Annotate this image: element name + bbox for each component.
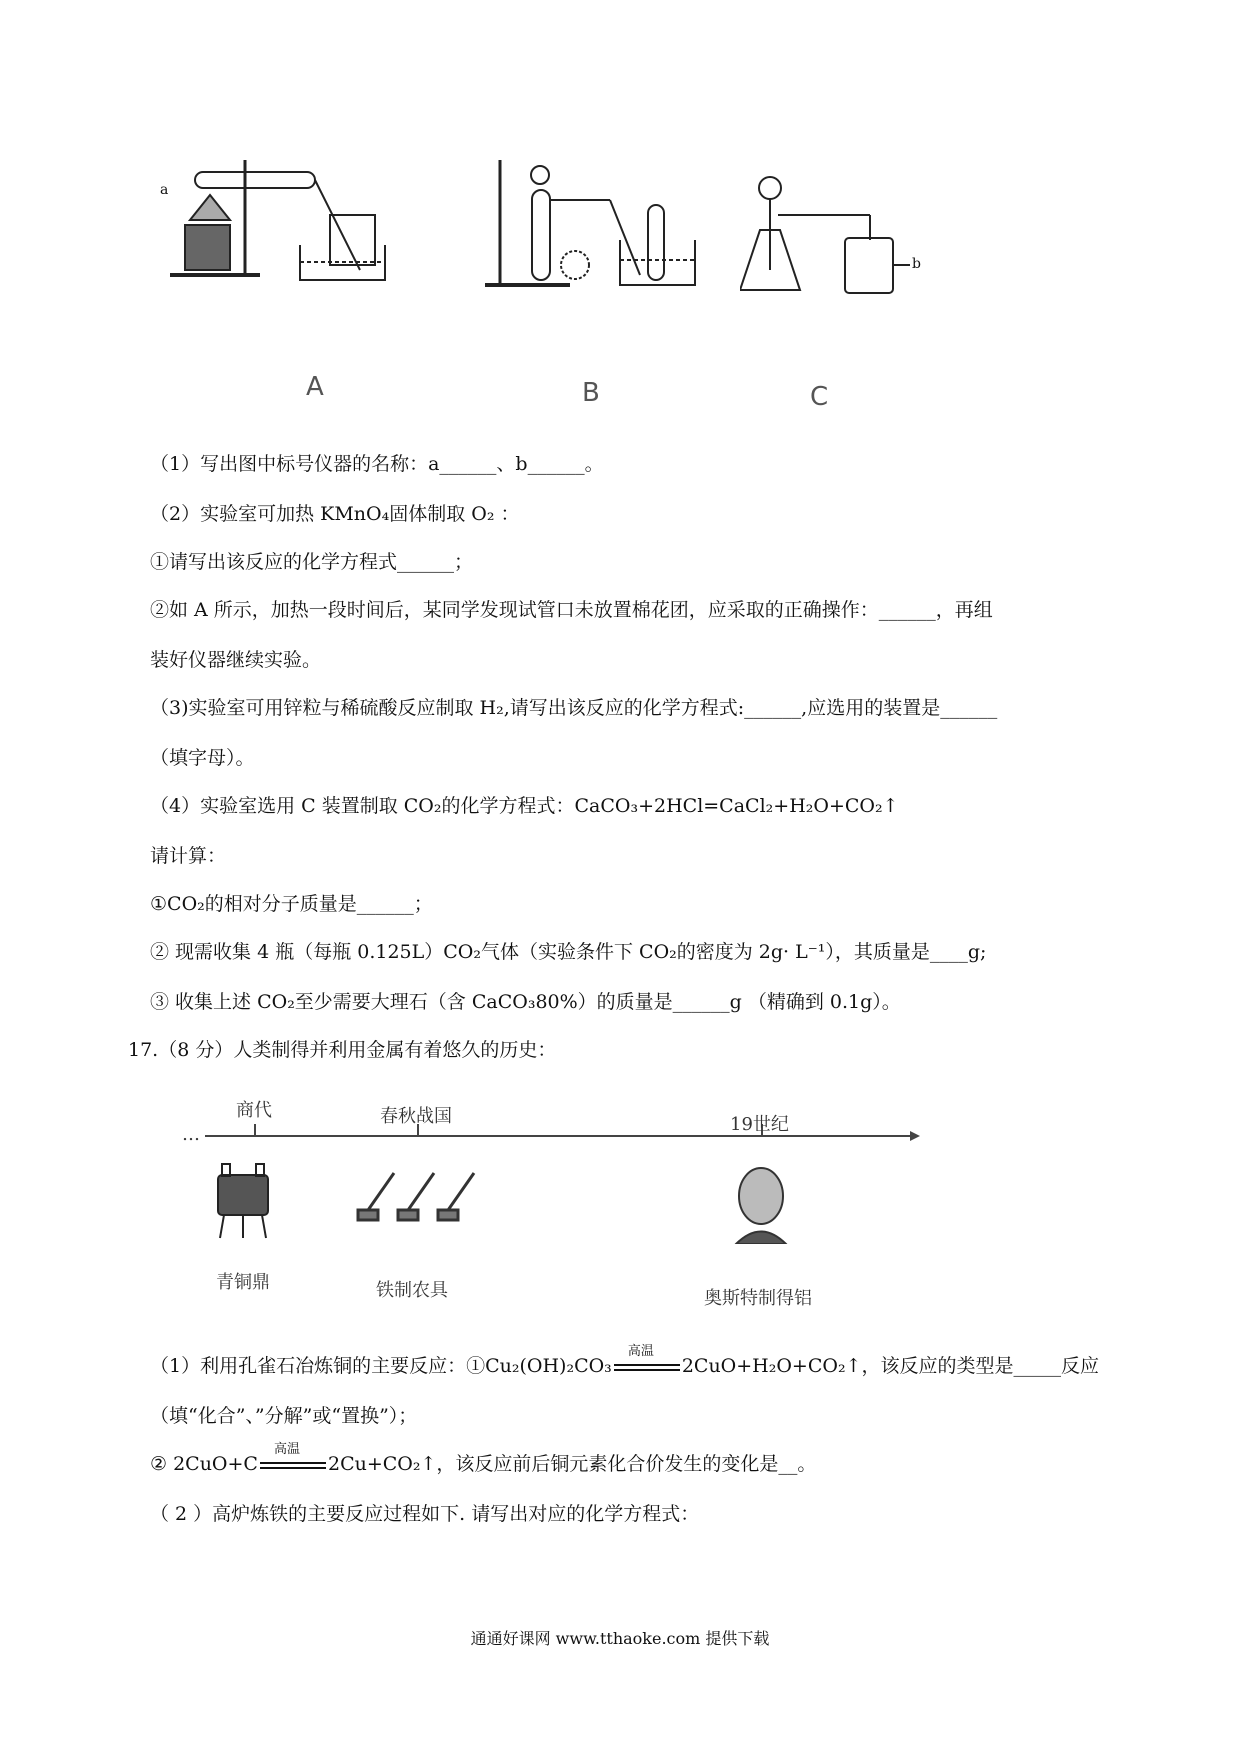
label-b: b	[912, 256, 921, 272]
apparatus-b-figure	[480, 160, 720, 290]
q16-part1: （1）写出图中标号仪器的名称：a______、b______。	[150, 453, 604, 475]
q17-part2-reactants: ② 2CuO+C	[150, 1453, 258, 1475]
q16-calc-label: 请计算：	[150, 845, 227, 867]
era-shang: 商代	[236, 1100, 272, 1121]
bronze-ding-image	[208, 1160, 278, 1240]
era-chunqiu: 春秋战国	[380, 1106, 452, 1127]
q16-calc-3: ③ 收集上述 CO₂至少需要大理石（含 CaCO₃80%）的质量是______g （精确到 0.1g）。	[150, 991, 901, 1013]
caption-a: A	[306, 372, 324, 402]
q16-part2: （2）实验室可加热 KMnO₄固体制取 O₂ ：	[150, 503, 520, 525]
q17-part1b: （填“化合”、”分解”或“置换”）；	[150, 1405, 418, 1427]
apparatus-a-figure	[150, 150, 410, 290]
condition-arrow	[612, 1344, 682, 1380]
q17-title: 17.（8 分）人类制得并利用金属有着悠久的历史：	[128, 1039, 557, 1061]
timeline-axis	[200, 1120, 920, 1150]
condition-high-temp: 高温	[627, 1344, 654, 1359]
oersted-portrait-image	[726, 1164, 796, 1244]
q16-part3a: （3)实验室可用锌粒与稀硫酸反应制取 H₂,请写出该反应的化学方程式:______,应选用的装置是______	[150, 697, 998, 719]
q17-part3: （ 2 ）高炉炼铁的主要反应过程如下. 请写出对应的化学方程式：	[150, 1503, 700, 1525]
condition-high-temp-2: 高温	[273, 1442, 300, 1457]
timeline-start: …	[182, 1124, 200, 1145]
caption-b: B	[582, 378, 600, 408]
q17-part1-reactants: （1）利用孔雀石冶炼铜的主要反应：①Cu₂(OH)₂CO₃	[150, 1355, 612, 1377]
item-bronze-ding: 青铜鼎	[216, 1272, 270, 1293]
q16-part2-2b: 装好仪器继续实验。	[150, 649, 322, 671]
q17-part2-products: 2Cu+CO₂↑，该反应前后铜元素化合价发生的变化是__。	[327, 1453, 817, 1475]
caption-c: C	[810, 382, 829, 412]
q17-part1-products: 2CuO+H₂O+CO₂↑，该反应的类型是_____反应	[681, 1355, 1100, 1377]
q16-part3b: （填字母）。	[150, 747, 255, 769]
q16-calc-1: ①CO₂的相对分子质量是______；	[150, 893, 433, 915]
condition-arrow-2	[258, 1442, 328, 1478]
q17-part1	[150, 1344, 1100, 1380]
iron-tools-image	[356, 1168, 486, 1243]
q16-part4: （4）实验室选用 C 装置制取 CO₂的化学方程式：CaCO₃+2HCl=CaCl₂+H₂O+CO₂↑	[150, 795, 899, 817]
q17-part2	[150, 1442, 817, 1478]
item-oersted-aluminum: 奥斯特制得铝	[704, 1288, 812, 1309]
apparatus-c-figure	[740, 170, 940, 300]
page-footer: 通通好课网 www.tthaoke.com 提供下载	[470, 1629, 770, 1648]
era-19th-century: 19世纪	[730, 1114, 789, 1135]
label-a: a	[160, 182, 169, 198]
item-iron-tools: 铁制农具	[376, 1280, 448, 1301]
q16-part2-2a: ②如 A 所示，加热一段时间后，某同学发现试管口未放置棉花团，应采取的正确操作：______，再组	[150, 599, 993, 621]
q16-calc-2: ② 现需收集 4 瓶（每瓶 0.125L）CO₂气体（实验条件下 CO₂的密度为 2g· L⁻¹），其质量是____g;	[150, 941, 987, 963]
q16-part2-1: ①请写出该反应的化学方程式______；	[150, 551, 474, 573]
